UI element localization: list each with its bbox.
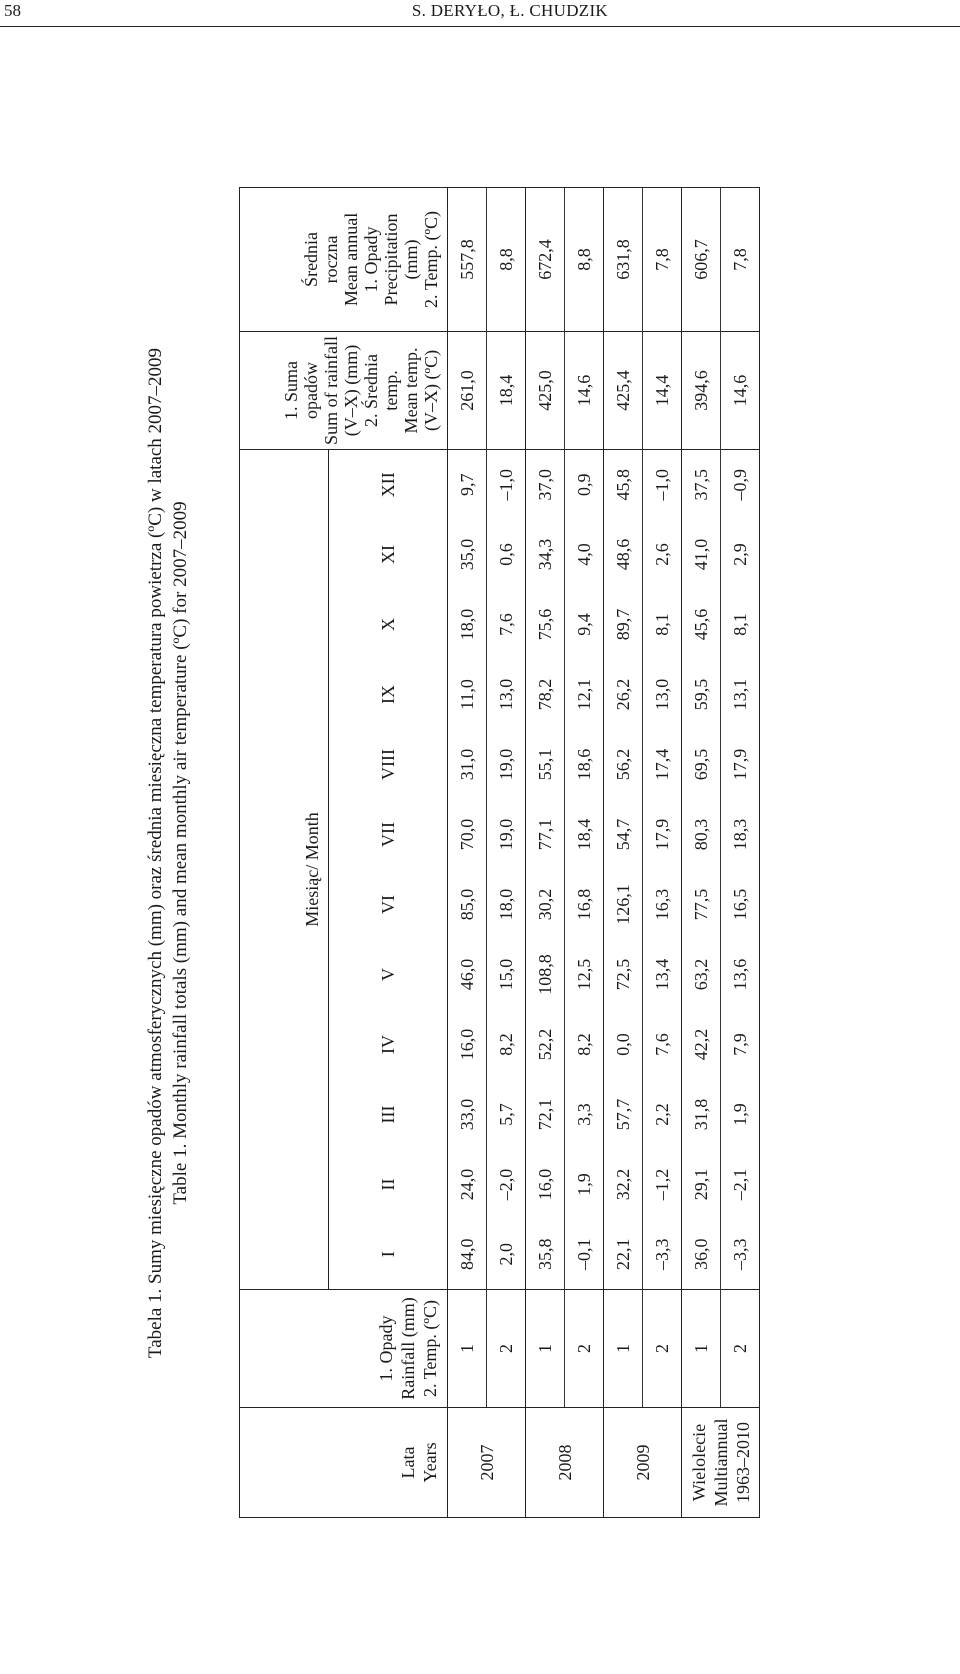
annual-value-cell: 606,7 [682, 187, 721, 331]
year-cell [448, 1408, 526, 1518]
season-sum-header [240, 331, 448, 449]
month-value-cell: 19,0 [487, 800, 526, 870]
month-value-cell: 70,0 [448, 800, 487, 870]
month-value-cell: –1,0 [643, 449, 682, 519]
month-value-cell: 69,5 [682, 730, 721, 800]
year-label: Multiannual [710, 1418, 731, 1507]
month-header-5: V [329, 940, 448, 1010]
caption-english: Table 1. Monthly rainfall totals (mm) and mean monthly air temperature (ºC) for 2007–2009 [170, 501, 191, 1205]
parameter-cell: 1 [448, 1290, 487, 1408]
month-header-1: I [329, 1220, 448, 1290]
month-value-cell: 33,0 [448, 1080, 487, 1150]
month-value-cell: –3,3 [643, 1220, 682, 1290]
season-value-cell: 425,0 [526, 331, 565, 449]
page-number: 58 [4, 1, 21, 20]
month-value-cell: 30,2 [526, 870, 565, 940]
month-value-cell: 78,2 [526, 660, 565, 730]
month-value-cell: 5,7 [487, 1080, 526, 1150]
month-value-cell: 8,2 [565, 1010, 604, 1080]
header-line: 2. Temp. (ºC) [421, 210, 441, 308]
month-header-2: II [329, 1150, 448, 1220]
table-row [643, 187, 682, 1517]
month-value-cell: 9,7 [448, 449, 487, 519]
header-line: Sum of rainfall [321, 335, 341, 445]
month-value-cell: –3,3 [721, 1220, 760, 1290]
parameter-cell: 2 [565, 1290, 604, 1408]
header-line: temp. [381, 370, 401, 411]
month-value-cell: 54,7 [604, 800, 643, 870]
month-header-8: VIII [329, 730, 448, 800]
caption-polish: Tabela 1. Sumy miesięczne opadów atmosferycznych (mm) oraz średnia miesięczna temperatura powietrza (ºC) w latach 2007–2009 [145, 347, 166, 1359]
header-line: 1. Opady [361, 226, 381, 293]
month-header-10: X [329, 590, 448, 660]
annual-value-cell: 7,8 [721, 187, 760, 331]
month-value-cell: 18,3 [721, 800, 760, 870]
season-value-cell: 425,4 [604, 331, 643, 449]
table-row [682, 187, 721, 1517]
month-value-cell: 35,8 [526, 1220, 565, 1290]
header-line: Mean temp. [401, 347, 421, 434]
month-value-cell: 46,0 [448, 940, 487, 1010]
month-value-cell: 59,5 [682, 660, 721, 730]
month-value-cell: 37,0 [526, 449, 565, 519]
season-value-cell: 14,6 [565, 331, 604, 449]
month-value-cell: 1,9 [565, 1150, 604, 1220]
month-value-cell: 13,4 [643, 940, 682, 1010]
month-value-cell: 13,6 [721, 940, 760, 1010]
month-value-cell: 45,6 [682, 590, 721, 660]
month-value-cell: 11,0 [448, 660, 487, 730]
year-label: 1963–2010 [732, 1422, 753, 1503]
month-value-cell: 41,0 [682, 520, 721, 590]
month-value-cell: 32,2 [604, 1150, 643, 1220]
month-value-cell: 34,3 [526, 520, 565, 590]
season-value-cell: 14,4 [643, 331, 682, 449]
month-value-cell: –1,0 [487, 449, 526, 519]
annual-mean-header [240, 187, 448, 331]
table-row [526, 187, 565, 1517]
month-value-cell: 8,1 [643, 590, 682, 660]
month-value-cell: 26,2 [604, 660, 643, 730]
running-header [0, 0, 960, 27]
table-row [487, 187, 526, 1517]
month-value-cell: 48,6 [604, 520, 643, 590]
month-value-cell: 8,2 [487, 1010, 526, 1080]
month-value-cell: 63,2 [682, 940, 721, 1010]
header-line: Precipitation [381, 213, 401, 306]
table-row [565, 187, 604, 1517]
month-value-cell: 45,8 [604, 449, 643, 519]
header-line: 1. Suma [281, 360, 301, 420]
data-table [239, 187, 760, 1518]
month-value-cell: 77,1 [526, 800, 565, 870]
month-value-cell: 57,7 [604, 1080, 643, 1150]
annual-value-cell: 8,8 [565, 187, 604, 331]
month-value-cell: 2,2 [643, 1080, 682, 1150]
month-value-cell: 0,9 [565, 449, 604, 519]
month-value-cell: 16,3 [643, 870, 682, 940]
table-row [604, 187, 643, 1517]
month-value-cell: 31,0 [448, 730, 487, 800]
month-value-cell: 0,6 [487, 520, 526, 590]
month-value-cell: 19,0 [487, 730, 526, 800]
header-line: opadów [301, 361, 321, 419]
month-value-cell: 72,1 [526, 1080, 565, 1150]
parameter-cell: 1 [604, 1290, 643, 1408]
month-value-cell: 16,0 [526, 1150, 565, 1220]
parameter-cell: 1 [682, 1290, 721, 1408]
month-value-cell: 2,9 [721, 520, 760, 590]
month-value-cell: 72,5 [604, 940, 643, 1010]
table-body [448, 187, 760, 1517]
header-line: (V–X) (mm) [341, 344, 361, 437]
year-label: 2009 [632, 1444, 653, 1481]
month-group-header: Miesiąc/ Month [240, 449, 329, 1289]
month-value-cell: 75,6 [526, 590, 565, 660]
month-header-6: VI [329, 870, 448, 940]
season-value-cell: 14,6 [721, 331, 760, 449]
month-value-cell: 52,2 [526, 1010, 565, 1080]
month-header-3: III [329, 1080, 448, 1150]
years-header: Lata Years [240, 1408, 448, 1518]
month-value-cell: 13,0 [487, 660, 526, 730]
month-value-cell: 84,0 [448, 1220, 487, 1290]
month-value-cell: 7,9 [721, 1010, 760, 1080]
month-value-cell: 17,4 [643, 730, 682, 800]
month-value-cell: 31,8 [682, 1080, 721, 1150]
season-value-cell: 18,4 [487, 331, 526, 449]
month-value-cell: 12,1 [565, 660, 604, 730]
month-value-cell: 108,8 [526, 940, 565, 1010]
month-value-cell: 36,0 [682, 1220, 721, 1290]
month-value-cell: 3,3 [565, 1080, 604, 1150]
month-value-cell: 13,0 [643, 660, 682, 730]
parameter-cell: 2 [721, 1290, 760, 1408]
annual-value-cell: 557,8 [448, 187, 487, 331]
month-value-cell: 85,0 [448, 870, 487, 940]
month-value-cell: 18,0 [448, 590, 487, 660]
month-value-cell: –0,1 [565, 1220, 604, 1290]
parameter-cell: 2 [487, 1290, 526, 1408]
month-header-9: IX [329, 660, 448, 730]
season-value-cell: 394,6 [682, 331, 721, 449]
month-value-cell: 37,5 [682, 449, 721, 519]
month-value-cell: 16,0 [448, 1010, 487, 1080]
month-value-cell: 18,4 [565, 800, 604, 870]
header-line: Mean annual [341, 212, 361, 307]
annual-value-cell: 672,4 [526, 187, 565, 331]
month-value-cell: 80,3 [682, 800, 721, 870]
month-value-cell: 126,1 [604, 870, 643, 940]
month-value-cell: 55,1 [526, 730, 565, 800]
running-header-authors: S. DERYŁO, Ł. CHUDZIK [411, 1, 608, 20]
year-label: 2007 [476, 1444, 497, 1481]
month-value-cell: 0,0 [604, 1010, 643, 1080]
year-label: 2008 [554, 1444, 575, 1481]
table-row [721, 187, 760, 1517]
annual-value-cell: 8,8 [487, 187, 526, 331]
month-value-cell: 4,0 [565, 520, 604, 590]
annual-value-cell: 7,8 [643, 187, 682, 331]
year-cell [526, 1408, 604, 1518]
month-header-4: IV [329, 1010, 448, 1080]
month-value-cell: 16,5 [721, 870, 760, 940]
month-value-cell: –0,9 [721, 449, 760, 519]
month-header-7: VII [329, 800, 448, 870]
month-value-cell: 77,5 [682, 870, 721, 940]
annual-value-cell: 631,8 [604, 187, 643, 331]
month-value-cell: 16,8 [565, 870, 604, 940]
season-value-cell: 261,0 [448, 331, 487, 449]
month-value-cell: –2,1 [721, 1150, 760, 1220]
month-value-cell: 29,1 [682, 1150, 721, 1220]
parameter-cell: 2 [643, 1290, 682, 1408]
month-value-cell: 2,6 [643, 520, 682, 590]
header-line: roczna [321, 235, 341, 284]
month-value-cell: 24,0 [448, 1150, 487, 1220]
month-value-cell: 42,2 [682, 1010, 721, 1080]
table-caption [143, 188, 193, 1518]
month-value-cell: 35,0 [448, 520, 487, 590]
header-line: Średnia [301, 231, 321, 287]
month-value-cell: –1,2 [643, 1150, 682, 1220]
month-value-cell: 17,9 [643, 800, 682, 870]
year-cell [604, 1408, 682, 1518]
month-value-cell: 13,1 [721, 660, 760, 730]
month-value-cell: 15,0 [487, 940, 526, 1010]
month-value-cell: 7,6 [487, 590, 526, 660]
month-value-cell: 17,9 [721, 730, 760, 800]
header-line: (mm) [401, 239, 421, 280]
month-value-cell: 2,0 [487, 1220, 526, 1290]
month-value-cell: 56,2 [604, 730, 643, 800]
month-value-cell: 12,5 [565, 940, 604, 1010]
rotated-table-page [143, 188, 783, 1518]
table-header [240, 187, 448, 1517]
month-value-cell: 22,1 [604, 1220, 643, 1290]
year-cell [682, 1408, 760, 1518]
month-value-cell: 9,4 [565, 590, 604, 660]
month-header-12: XII [329, 449, 448, 519]
header-line: (V–X) (ºC) [421, 349, 441, 431]
month-value-cell: 8,1 [721, 590, 760, 660]
month-value-cell: –2,0 [487, 1150, 526, 1220]
month-value-cell: 1,9 [721, 1080, 760, 1150]
year-label: Wielolecie [688, 1423, 709, 1502]
month-value-cell: 18,6 [565, 730, 604, 800]
table-row [448, 187, 487, 1517]
month-value-cell: 18,0 [487, 870, 526, 940]
month-value-cell: 7,6 [643, 1010, 682, 1080]
parameter-header: 1. Opady Rainfall (mm) 2. Temp. (ºC) [240, 1290, 448, 1408]
parameter-cell: 1 [526, 1290, 565, 1408]
month-header-11: XI [329, 520, 448, 590]
header-line: 2. Średnia [361, 353, 381, 427]
month-value-cell: 89,7 [604, 590, 643, 660]
